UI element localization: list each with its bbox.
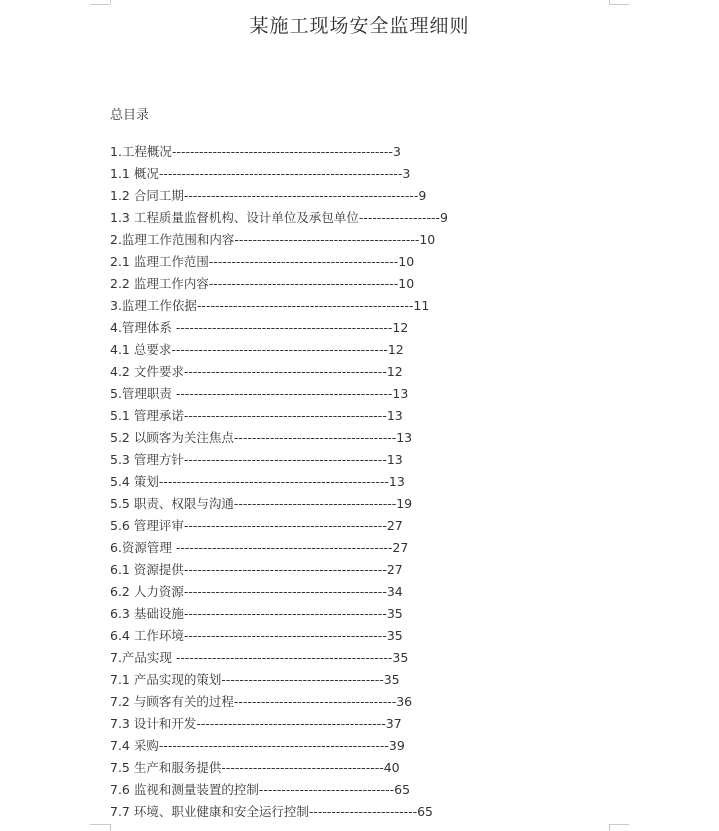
toc-entry[interactable] (110, 781, 670, 803)
toc-entry[interactable] (110, 297, 670, 319)
toc-entry[interactable] (110, 737, 670, 759)
toc-entry-text: 5.6 管理评审---------------------------------------------27 (110, 518, 403, 533)
toc-entry-text: 7.4 采购---------------------------------------------------39 (110, 738, 405, 753)
toc-entry[interactable] (110, 363, 670, 385)
toc-entry[interactable] (110, 583, 670, 605)
toc-entry[interactable] (110, 429, 670, 451)
toc-entry-text: 5.1 管理承诺---------------------------------------------13 (110, 408, 403, 423)
toc-entry[interactable] (110, 473, 670, 495)
toc-entry[interactable] (110, 715, 670, 737)
toc-entry-text: 7.3 设计和开发------------------------------------------37 (110, 716, 402, 731)
toc-entry[interactable] (110, 275, 670, 297)
toc-entry[interactable] (110, 231, 670, 253)
toc-entry-text: 6.2 人力资源---------------------------------------------34 (110, 584, 403, 599)
page-corner-mark-bottom-left-v (110, 824, 111, 831)
document-title: 某施工现场安全监理细则 (249, 15, 470, 37)
toc-entry[interactable] (110, 209, 670, 231)
toc-entry[interactable] (110, 495, 670, 517)
toc-entry[interactable] (110, 671, 670, 693)
toc-entry[interactable] (110, 143, 670, 165)
toc-entry-text: 5.管理职责 ------------------------------------------------13 (110, 386, 409, 401)
toc-entry-text: 6.3 基础设施---------------------------------------------35 (110, 606, 403, 621)
toc-entry-text: 5.4 策划---------------------------------------------------13 (110, 474, 405, 489)
toc-entry[interactable] (110, 187, 670, 209)
toc-entry[interactable] (110, 539, 670, 561)
toc-entry[interactable] (110, 759, 670, 781)
toc-entry-text: 7.1 产品实现的策划------------------------------------35 (110, 672, 400, 687)
toc-entry[interactable] (110, 517, 670, 539)
toc-entry-text: 5.2 以顾客为关注焦点------------------------------------13 (110, 430, 413, 445)
toc-entry-text: 2.1 监理工作范围------------------------------------------10 (110, 254, 415, 269)
toc-entry[interactable] (110, 319, 670, 341)
toc-entry[interactable] (110, 803, 670, 825)
toc-entry[interactable] (110, 649, 670, 671)
toc-entry[interactable] (110, 627, 670, 649)
page-corner-mark-top-right-v (609, 0, 610, 4)
toc-entry-text: 1.工程概况-------------------------------------------------3 (110, 144, 401, 159)
toc-entry-text: 1.2 合同工期----------------------------------------------------9 (110, 188, 427, 203)
toc-heading: 总目录 (110, 108, 150, 123)
toc-entry[interactable] (110, 451, 670, 473)
page-corner-mark-bottom-left-h (90, 824, 110, 825)
toc-entry-text: 2.2 监理工作内容------------------------------------------10 (110, 276, 415, 291)
toc-entry[interactable] (110, 253, 670, 275)
toc-entry[interactable] (110, 407, 670, 429)
table-of-contents (110, 143, 670, 825)
page-corner-mark-top-left-v (110, 0, 111, 4)
toc-entry[interactable] (110, 165, 670, 187)
toc-entry-text: 4.2 文件要求---------------------------------------------12 (110, 364, 403, 379)
page-corner-mark-bottom-right-v (609, 824, 610, 831)
toc-entry-text: 1.3 工程质量监督机构、设计单位及承包单位------------------9 (110, 210, 448, 225)
toc-entry-text: 6.资源管理 ------------------------------------------------27 (110, 540, 409, 555)
toc-entry-text: 6.1 资源提供---------------------------------------------27 (110, 562, 403, 577)
toc-entry-text: 4.管理体系 ------------------------------------------------12 (110, 320, 409, 335)
toc-entry-text: 5.5 职责、权限与沟通------------------------------------19 (110, 496, 413, 511)
toc-entry-text: 6.4 工作环境---------------------------------------------35 (110, 628, 403, 643)
toc-entry-text: 7.2 与顾客有关的过程------------------------------------36 (110, 694, 413, 709)
toc-entry-text: 5.3 管理方针---------------------------------------------13 (110, 452, 403, 467)
toc-entry[interactable] (110, 693, 670, 715)
toc-entry-text: 3.监理工作依据------------------------------------------------11 (110, 298, 430, 313)
page-corner-mark-top-right-h (609, 4, 629, 5)
toc-entry[interactable] (110, 605, 670, 627)
toc-entry-text: 2.监理工作范围和内容-----------------------------------------10 (110, 232, 436, 247)
toc-entry-text: 4.1 总要求------------------------------------------------12 (110, 342, 404, 357)
toc-entry[interactable] (110, 561, 670, 583)
toc-entry-text: 7.5 生产和服务提供------------------------------------40 (110, 760, 400, 775)
toc-entry-text: 7.6 监视和测量装置的控制------------------------------65 (110, 782, 411, 797)
page-corner-mark-top-left-h (90, 4, 110, 5)
toc-entry-text: 7.7 环境、职业健康和安全运行控制------------------------65 (110, 804, 434, 819)
toc-entry-text: 1.1 概况------------------------------------------------------3 (110, 166, 411, 181)
toc-entry-text: 7.产品实现 ------------------------------------------------35 (110, 650, 409, 665)
toc-entry[interactable] (110, 341, 670, 363)
toc-entry[interactable] (110, 385, 670, 407)
